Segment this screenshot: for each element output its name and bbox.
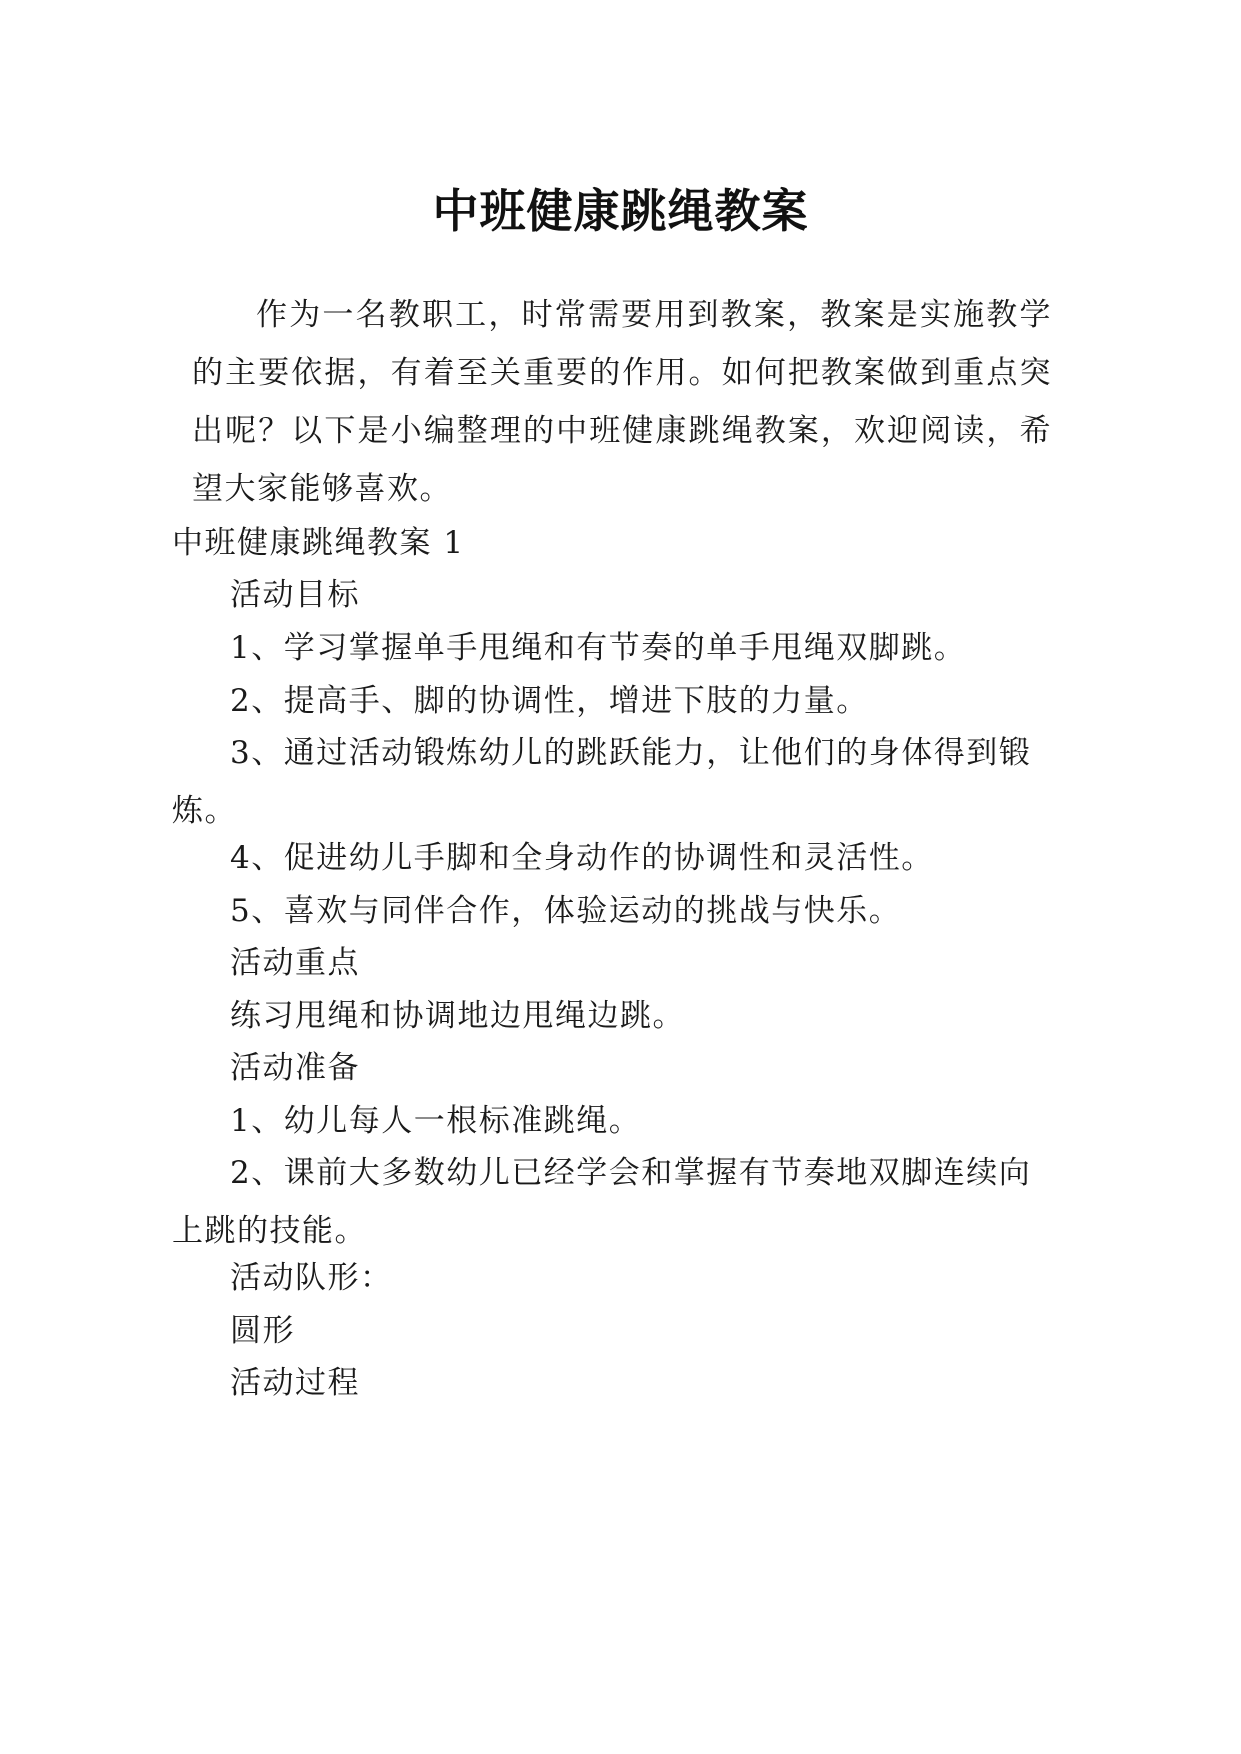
formation-text: 圆形 [230, 1313, 295, 1349]
goal-item-1: 1、学习掌握单手甩绳和有节奏的单手甩绳双脚跳。 [230, 630, 967, 666]
focus-heading: 活动重点 [230, 945, 360, 981]
goal-item-4: 4、促进幼儿手脚和全身动作的协调性和灵活性。 [230, 840, 934, 876]
goal-item-5: 5、喜欢与同伴合作，体验运动的挑战与快乐。 [230, 893, 902, 929]
focus-text: 练习甩绳和协调地边甩绳边跳。 [230, 998, 685, 1034]
formation-heading: 活动队形： [230, 1260, 393, 1296]
prep-item-2: 2、课前大多数幼儿已经学会和掌握有节奏地双脚连续向上跳的技能。 [172, 1155, 1032, 1249]
goals-heading: 活动目标 [230, 577, 360, 613]
prep-item-1: 1、幼儿每人一根标准跳绳。 [230, 1103, 642, 1139]
process-heading: 活动过程 [230, 1365, 360, 1401]
goal-item-2: 2、提高手、脚的协调性，增进下肢的力量。 [230, 683, 869, 719]
prep-heading: 活动准备 [230, 1050, 360, 1086]
goal-item-3: 3、通过活动锻炼幼儿的跳跃能力，让他们的身体得到锻炼。 [172, 735, 1032, 829]
document-title: 中班健康跳绳教案 [432, 183, 809, 238]
section-heading: 中班健康跳绳教案 1 [172, 525, 465, 561]
intro-paragraph: 作为一名教职工，时常需要用到教案，教案是实施教学的主要依据，有着至关重要的作用。如何把教案做到重点突出呢？以下是小编整理的中班健康跳绳教案，欢迎阅读，希望大家能够喜欢。 [192, 297, 1052, 507]
